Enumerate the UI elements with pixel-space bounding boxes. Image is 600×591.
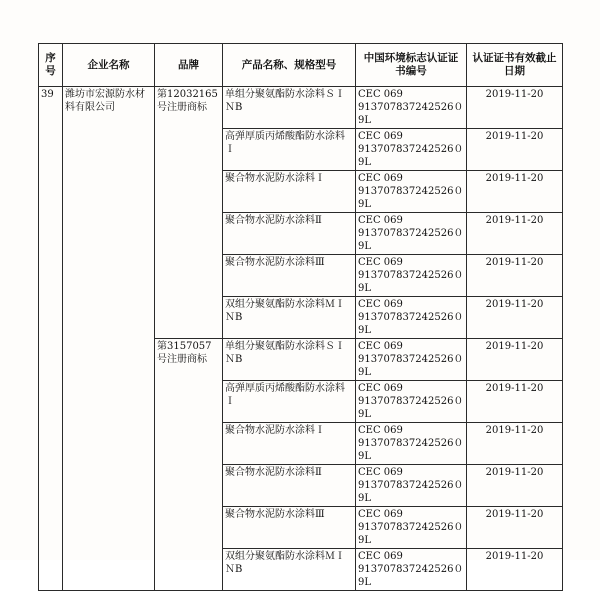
- cert-number: 913707837242526０9L: [358, 228, 464, 252]
- cert-code: CEC 069: [358, 425, 403, 436]
- product-cell: 单组分聚氨酯防水涂料ＳＩＮB: [223, 339, 356, 381]
- date-cell: 2019-11-20: [467, 381, 563, 423]
- header-cert-no: 中国环境标志认证证书编号: [356, 44, 467, 87]
- cert-number: 913707837242526０9L: [358, 102, 464, 126]
- date-cell: 2019-11-20: [467, 465, 563, 507]
- cert-cell: [356, 297, 467, 339]
- cert-code: CEC 069: [358, 173, 403, 184]
- cert-cell: [356, 213, 467, 255]
- cert-code: CEC 069: [358, 131, 403, 142]
- product-cell: 聚合物水泥防水涂料Ｉ: [223, 423, 356, 465]
- date-cell: 2019-11-20: [467, 297, 563, 339]
- cert-cell: [356, 423, 467, 465]
- date-cell: 2019-11-20: [467, 423, 563, 465]
- cert-cell: [356, 255, 467, 297]
- cert-number: 913707837242526０9L: [358, 270, 464, 294]
- cert-cell: [356, 507, 467, 549]
- cert-number: 913707837242526０9L: [358, 438, 464, 462]
- date-cell: 2019-11-20: [467, 339, 563, 381]
- cert-code: CEC 069: [358, 509, 403, 520]
- header-expiry: 认证证书有效截止日期: [467, 44, 563, 87]
- cert-number: 913707837242526０9L: [358, 144, 464, 168]
- product-cell: 聚合物水泥防水涂料Ⅱ: [223, 465, 356, 507]
- cert-code: CEC 069: [358, 89, 403, 100]
- date-cell: 2019-11-20: [467, 549, 563, 591]
- header-brand: 品牌: [155, 44, 223, 87]
- date-cell: 2019-11-20: [467, 213, 563, 255]
- cert-number: 913707837242526０9L: [358, 564, 464, 588]
- product-cell: 双组分聚氨酯防水涂料ＭＩＮB: [223, 549, 356, 591]
- product-cell: 聚合物水泥防水涂料Ｉ: [223, 171, 356, 213]
- seq-cell: 39: [39, 87, 63, 591]
- product-cell: 聚合物水泥防水涂料Ⅲ: [223, 507, 356, 549]
- cert-number: 913707837242526０9L: [358, 186, 464, 210]
- cert-code: CEC 069: [358, 467, 403, 478]
- cert-cell: [356, 381, 467, 423]
- header-company: 企业名称: [63, 44, 155, 87]
- cert-number: 913707837242526０9L: [358, 522, 464, 546]
- brand-cell: 第3157057号注册商标: [155, 339, 223, 591]
- certification-table: [38, 43, 563, 591]
- table-body: [39, 87, 563, 591]
- date-cell: 2019-11-20: [467, 255, 563, 297]
- cert-code: CEC 069: [358, 257, 403, 268]
- date-cell: 2019-11-20: [467, 87, 563, 129]
- header-row: [39, 44, 563, 87]
- product-cell: 双组分聚氨酯防水涂料ＭＩＮB: [223, 297, 356, 339]
- product-cell: 单组分聚氨酯防水涂料ＳＩＮB: [223, 87, 356, 129]
- cert-number: 913707837242526０9L: [358, 396, 464, 420]
- cert-code: CEC 069: [358, 383, 403, 394]
- brand-cell: 第12032165号注册商标: [155, 87, 223, 339]
- header-product: 产品名称、规格型号: [223, 44, 356, 87]
- cert-cell: [356, 465, 467, 507]
- cert-code: CEC 069: [358, 299, 403, 310]
- table-row: [39, 87, 563, 129]
- date-cell: 2019-11-20: [467, 507, 563, 549]
- cert-code: CEC 069: [358, 341, 403, 352]
- product-cell: 聚合物水泥防水涂料Ⅱ: [223, 213, 356, 255]
- cert-cell: [356, 549, 467, 591]
- date-cell: 2019-11-20: [467, 129, 563, 171]
- cert-code: CEC 069: [358, 551, 403, 562]
- date-cell: 2019-11-20: [467, 171, 563, 213]
- product-cell: 高弹厚质丙烯酸酯防水涂料Ｉ: [223, 381, 356, 423]
- header-seq: 序号: [39, 44, 63, 87]
- cert-code: CEC 069: [358, 215, 403, 226]
- product-cell: 聚合物水泥防水涂料Ⅲ: [223, 255, 356, 297]
- cert-cell: [356, 87, 467, 129]
- cert-number: 913707837242526０9L: [358, 480, 464, 504]
- cert-number: 913707837242526０9L: [358, 312, 464, 336]
- product-cell: 高弹厚质丙烯酸酯防水涂料Ｉ: [223, 129, 356, 171]
- cert-cell: [356, 171, 467, 213]
- company-cell: 潍坊市宏源防水材料有限公司: [63, 87, 155, 591]
- cert-cell: [356, 129, 467, 171]
- cert-cell: [356, 339, 467, 381]
- cert-number: 913707837242526０9L: [358, 354, 464, 378]
